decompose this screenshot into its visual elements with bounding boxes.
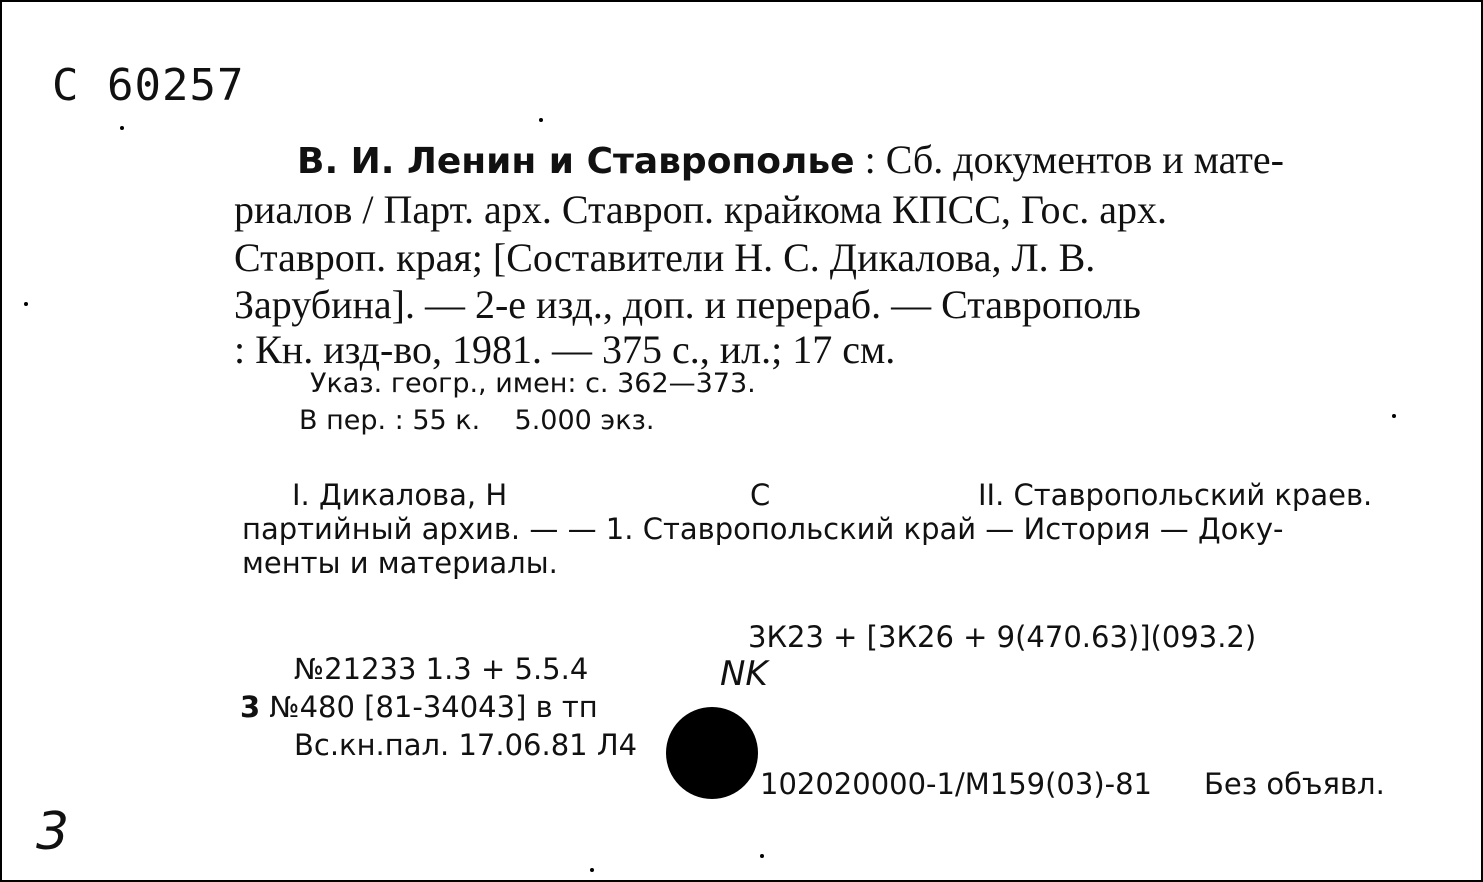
handwritten-number: 3 bbox=[36, 802, 70, 862]
title-line-1-rest: : Сб. документов и мате- bbox=[854, 137, 1284, 182]
title-line-5: : Кн. изд-во, 1981. — 375 с., ил.; 17 см. bbox=[234, 327, 896, 372]
edition-code: 102020000-1/М159(03)-81 bbox=[760, 767, 1153, 801]
speck bbox=[539, 118, 543, 122]
title-line-3: Ставроп. края; [Составители Н. С. Дикалова, Л. В. bbox=[234, 235, 1096, 280]
tracing-line-1a: I. Дикалова, Н bbox=[292, 478, 508, 512]
classification: 3К23 + [3К26 + 9(470.63)](093.2) bbox=[748, 620, 1257, 654]
distribution-note: Без объявл. bbox=[1204, 767, 1385, 801]
order-line-2 bbox=[240, 690, 598, 724]
order-line-3: Вс.кн.пал. 17.06.81 Л4 bbox=[294, 728, 638, 762]
title-line-2: риалов / Парт. арх. Ставроп. крайкома КПСС, Гос. арх. bbox=[234, 187, 1168, 232]
call-number: С 60257 bbox=[52, 60, 245, 111]
order-line-2-number: 3 bbox=[240, 690, 261, 724]
title-line-1 bbox=[297, 136, 1284, 183]
speck bbox=[1392, 414, 1396, 418]
index-note: Указ. геогр., имен: с. 362—373. bbox=[310, 368, 756, 399]
speck bbox=[760, 854, 764, 858]
title-line-4: Зарубина]. — 2-е изд., доп. и перераб. — Ставрополь bbox=[234, 282, 1141, 327]
order-line-1: №21233 1.3 + 5.5.4 bbox=[294, 652, 589, 686]
handwritten-initials: NK bbox=[720, 654, 768, 694]
tracing-line-1b: С bbox=[750, 478, 771, 512]
price-note: В пер. : 55 к. 5.000 экз. bbox=[299, 405, 655, 436]
order-line-2-rest: №480 [81-34043] в тп bbox=[260, 690, 598, 724]
tracing-line-1c: II. Ставропольский краев. bbox=[978, 478, 1373, 512]
speck bbox=[120, 126, 124, 130]
title-bold: В. И. Ленин и Ставрополье bbox=[297, 141, 855, 182]
speck bbox=[24, 302, 28, 306]
speck bbox=[590, 868, 594, 872]
tracing-line-2: партийный архив. — — 1. Ставропольский край — История — Доку- bbox=[242, 512, 1284, 546]
tracing-line-3: менты и материалы. bbox=[242, 546, 558, 580]
ink-blot bbox=[666, 707, 758, 799]
